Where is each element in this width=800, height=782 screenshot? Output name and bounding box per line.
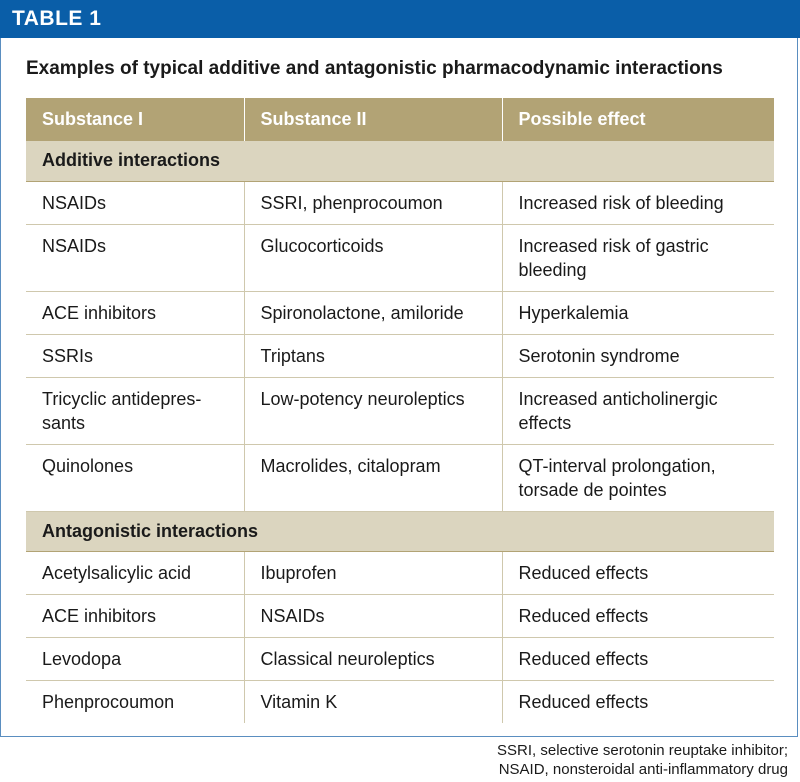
table-cell: SSRIs <box>26 334 244 377</box>
table-cell: Tricyclic antidepres-sants <box>26 377 244 444</box>
column-header-possible-effect: Possible effect <box>502 98 774 141</box>
table-cell: ACE inhibitors <box>26 291 244 334</box>
table-cell: Increased risk of gastric bleeding <box>502 224 774 291</box>
column-header-substance-1: Substance I <box>26 98 244 141</box>
table-cell: Macrolides, citalopram <box>244 444 502 511</box>
footnote-line: SSRI, selective serotonin reuptake inhibitor; <box>497 742 788 759</box>
table-cell: Glucocorticoids <box>244 224 502 291</box>
table-banner <box>0 0 800 38</box>
table-cell: Reduced effects <box>502 551 774 594</box>
group-label: Additive interactions <box>26 141 774 181</box>
table-row <box>26 291 774 334</box>
table-cell: Vitamin K <box>244 680 502 723</box>
table-cell: Quinolones <box>26 444 244 511</box>
column-header-substance-2: Substance II <box>244 98 502 141</box>
table-cell: Triptans <box>244 334 502 377</box>
footnote <box>497 741 788 779</box>
header-row <box>26 98 774 141</box>
table-cell: Increased anticholinergic effects <box>502 377 774 444</box>
table-row <box>26 334 774 377</box>
table-cell: NSAIDs <box>26 181 244 224</box>
table-cell: Acetylsalicylic acid <box>26 551 244 594</box>
table-cell: QT-interval prolongation, torsade de pointes <box>502 444 774 511</box>
table-cell: Classical neuroleptics <box>244 637 502 680</box>
table-row <box>26 551 774 594</box>
table-number: TABLE 1 <box>12 7 102 30</box>
table-cell: Hyperkalemia <box>502 291 774 334</box>
table-caption: Examples of typical additive and antagonistic pharmacodynamic interactions <box>26 58 723 79</box>
table-row <box>26 377 774 444</box>
table-cell: SSRI, phenprocoumon <box>244 181 502 224</box>
table-row <box>26 224 774 291</box>
table-row <box>26 594 774 637</box>
table-cell: Low-potency neuroleptics <box>244 377 502 444</box>
table-row <box>26 680 774 723</box>
table-cell: Serotonin syndrome <box>502 334 774 377</box>
table-row <box>26 181 774 224</box>
table-cell: Reduced effects <box>502 637 774 680</box>
group-label: Antagonistic interactions <box>26 511 774 551</box>
table-cell: ACE inhibitors <box>26 594 244 637</box>
table-cell: Increased risk of bleeding <box>502 181 774 224</box>
footnote-line: NSAID, nonsteroidal anti-inflammatory drug <box>498 761 788 778</box>
table-cell: Levodopa <box>26 637 244 680</box>
table-cell: Reduced effects <box>502 680 774 723</box>
table-cell: Phenprocoumon <box>42 691 175 712</box>
group-row-additive <box>26 141 774 181</box>
table-cell: Ibuprofen <box>244 551 502 594</box>
table-row <box>26 444 774 511</box>
interactions-table <box>26 98 774 723</box>
group-row-antagonistic <box>26 511 774 551</box>
table-cell: NSAIDs <box>26 224 244 291</box>
table-cell: Spironolactone, amiloride <box>244 291 502 334</box>
table-cell: Reduced effects <box>502 594 774 637</box>
table-cell: NSAIDs <box>244 594 502 637</box>
table-row <box>26 637 774 680</box>
